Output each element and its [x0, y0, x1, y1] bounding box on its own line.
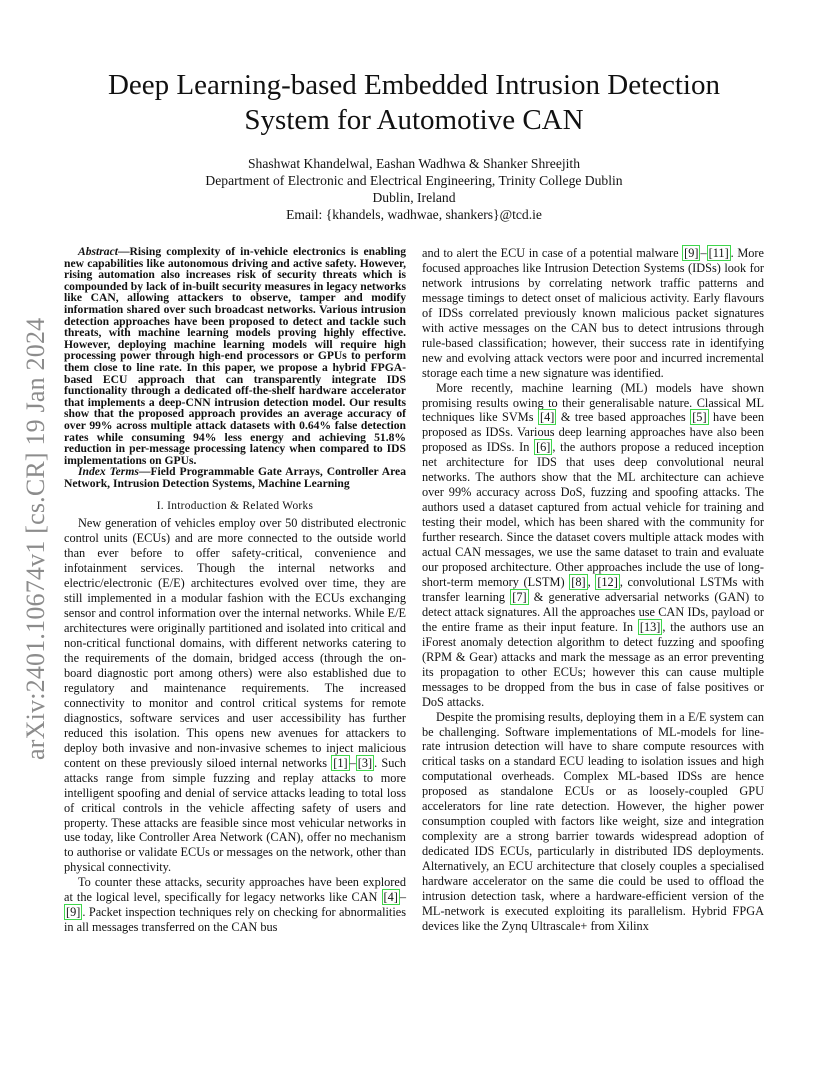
- text-run: –: [349, 755, 356, 770]
- text-run: & tree based approaches: [556, 410, 691, 425]
- arxiv-stamp[interactable]: arXiv:2401.10674v1 [cs.CR] 19 Jan 2024: [21, 317, 50, 760]
- citation-link[interactable]: [13]: [639, 619, 661, 634]
- intro-paragraph-2: [64, 875, 406, 935]
- citation-link[interactable]: [8]: [571, 574, 586, 589]
- citation-link[interactable]: [3]: [357, 755, 373, 770]
- text-run: . Such attacks range from simple fuzzing and replay attacks to more intelligent spoofing and denial of service attacks leading to total loss of critical controls in the vehicle affecting safety of users and property. These attacks are feasible since most vehicular networks in use today, like Controller Area Network (CAN), offer no mechanism to authorise or validate ECUs or messages on the network, other than physical connectivity.: [64, 755, 407, 875]
- text-run: and to alert the ECU in case of a potential malware: [422, 246, 683, 260]
- intro-paragraph-1: [64, 516, 406, 875]
- left-column: [64, 246, 406, 935]
- index-terms: [64, 466, 406, 489]
- text-run: More recently, machine learning (ML) models have shown promising results owing to their generalisable nature. Classical ML techniques like SVMs: [422, 380, 764, 425]
- author-block: [40, 155, 788, 223]
- citation-link[interactable]: [4]: [540, 410, 555, 425]
- text-run: . More focused approaches like Intrusion Detection Systems (IDSs) look for network intrusions by correlating network traffic patterns and message timings to detect onset of malicious activity. Early flavours of IDSs correlated previously known malicious packet signatures with active messages on the CAN bus to detect intrusions through rule-based classification; however, their success rate in identifying new and evolving attack vectors were poor and incurred incremental storage each time a new signature was identified.: [422, 246, 764, 380]
- text-run: ,: [587, 574, 596, 589]
- text-run: –: [700, 246, 707, 260]
- text-run: , the authors use an iForest anomaly detection algorithm to detect fuzzing and spoofing (RPM & Gear) attacks and mark the message as an error preventing its propagation to other ECUs; however this can cause multiple messages to be dropped from the bus in case of false positives or DoS attacks.: [422, 619, 764, 709]
- abstract: [64, 246, 406, 466]
- abstract-text: —Rising complexity of in-vehicle electronics is enabling new capabilities like autonomous driving and active safety. However, rising automation also increases risk of security threats which is compounded by lack of in-built security measures in legacy networks like CAN, allowing attackers to observe, tamper and modify information shared over such broadcast networks. Various intrusion detection approaches have been proposed to detect and tackle such threats, with machine learning models proving highly effective. However, deploying machine learning models will require high processing power through high-end processors or GPUs to perform them close to line rate. In this paper, we propose a hybrid FPGA-based ECU approach that can transparently integrate IDS functionality through a dedicated off-the-shelf hardware accelerator that implements a deep-CNN intrusion detection model. Our results show that the proposed approach provides an average accuracy of over 99% across multiple attack datasets with 0.64% false detection rates while consuming 94% less energy and achieving 51.8% reduction in per-message processing latency when compared to IDS implementations on GPUs.: [64, 245, 406, 467]
- citation-link[interactable]: [6]: [536, 440, 551, 455]
- text-run: , the authors propose a reduced inception net architecture for IDS that uses deep convolutional neural networks. The authors show that the ML architecture can achieve over 99% accuracy across DoS, fuzzing and spoofing attacks. The authors used a dataset captured from actual vehicle for training and testing their model, which has been shared with the community for further research. Since the dataset covers multiple attack modes with actual CAN messages, we use the same dataset to train and evaluate our proposed architecture. Other approaches include the use of long-short-term memory (LSTM): [422, 440, 764, 589]
- citation-link[interactable]: [11]: [708, 246, 729, 260]
- right-paragraph-2: [422, 381, 764, 710]
- title-line-1: Deep Learning-based Embedded Intrusion Detection: [107, 69, 720, 101]
- text-run: To counter these attacks, security approaches have been explored at the logical level, specifically for legacy networks like CAN: [64, 875, 406, 905]
- paper-title: [40, 68, 788, 138]
- citation-link[interactable]: [7]: [512, 589, 527, 604]
- abstract-label: Abstract: [78, 245, 118, 258]
- right-paragraph-3: Despite the promising results, deploying them in a E/E system can be challenging. Software implementations of ML-models for line-rate intrusion detection will have to share compute resources with critical tasks on a standard ECU leading to isolation issues and high computational overheads. Complex ML-based IDSs are hence proposed as standalone ECUs or as loosely-coupled GPU accelerators for line rate detection. However, the higher power consumption coupled with factors like weight, size and integration complexity are a strong barrier towards widespread adoption of dedicated IDS ECUs, particularly in distributed IDS deployments. Alternatively, an ECU architecture that closely couples a specialised hardware accelerator on the same die could be used to offload the intrusion detection task, where a hardware-efficient version of the ML-network is executed exploiting its parallelism. Hybrid FPGA devices like the Zynq Ultrascale+ from Xilinx: [422, 709, 764, 933]
- right-column: [422, 246, 764, 934]
- citation-link[interactable]: [9]: [684, 246, 699, 260]
- index-terms-text: —Field Programmable Gate Arrays, Controller Area Network, Intrusion Detection Systems, Machine Learning: [64, 465, 406, 490]
- text-run: . Packet inspection techniques rely on checking for abnormalities in all messages transferred on the CAN bus: [64, 905, 406, 935]
- text-run: New generation of vehicles employ over 50 distributed electronic control units (ECUs) and are more connected to the outside world than ever before to offer safety-critical, convenience and infotainment services. Though the internal networks and electric/electronic (E/E) architectures evolved over time, they are still implemented in a modular fashion with the ECUs exchanging sensor and control information over the internal networks. While E/E architectures were originally partitioned and isolated into critical and non-critical functional domains, with different networks catering to the requirements of the domain, bridged access (through the on-board diagnostic port among others) were also established due to regulatory and maintenance requirements. The increased connectivity to monitor and control critical systems for remote diagnostics, software services and user accessibility has further reduced this isolation. This opens new avenues for attackers to deploy both invasive and non-invasive schemes to inject malicious content on these previously siloed internal networks: [64, 516, 406, 770]
- section-heading: I. Introduction & Related Works: [156, 500, 314, 513]
- location: Dublin, Ireland: [372, 190, 456, 205]
- author-names: Shashwat Khandelwal, Eashan Wadhwa & Shanker Shreejith: [248, 156, 580, 171]
- title-line-2: System for Automotive CAN: [244, 104, 584, 136]
- right-paragraph-1: [422, 246, 764, 381]
- citation-link[interactable]: [9]: [66, 905, 81, 920]
- index-terms-label: Index Terms: [78, 465, 139, 479]
- text-run: , convolutional LSTMs with transfer learning: [422, 574, 764, 604]
- citation-link[interactable]: [1]: [333, 755, 348, 770]
- text-run: –: [399, 890, 406, 905]
- text-run: & generative adversarial networks (GAN) to detect attack signatures. All the approaches use CAN IDs, payload or the entire frame as their input feature. In: [422, 589, 764, 634]
- text-run: have been proposed as IDSs. Various deep learning approaches have also been proposed as IDSs. In: [422, 410, 764, 455]
- citation-link[interactable]: [5]: [692, 410, 707, 425]
- email: Email: {khandels, wadhwae, shankers}@tcd.ie: [286, 207, 542, 222]
- citation-link[interactable]: [12]: [597, 574, 618, 589]
- citation-link[interactable]: [4]: [383, 890, 398, 905]
- affiliation: Department of Electronic and Electrical Engineering, Trinity College Dublin: [205, 173, 623, 188]
